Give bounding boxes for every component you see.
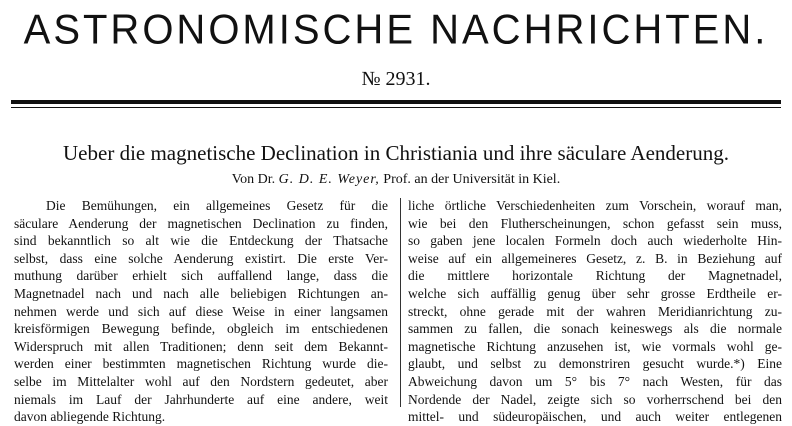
author-name: G. D. E. Weyer, xyxy=(278,172,380,187)
text-line: welche sich auffällig genug über sehr grosse Erdtheile er- xyxy=(408,285,782,301)
journal-masthead: ASTRONOMISCHE NACHRICHTEN. xyxy=(23,6,769,54)
issue-number: № 2931. xyxy=(361,68,431,90)
header-rule-thick xyxy=(11,100,781,104)
text-line: muthung darüber erhielt sich auffallend lange, dass die xyxy=(14,268,388,284)
text-line: selbe im Mittelalter wohl auf den Nordstern gedeutet, aber xyxy=(14,373,388,389)
text-line: sind bekanntlich so alt wie die Entdeckung der Thatsache xyxy=(14,233,388,249)
text-line: davon abliegende Richtung. xyxy=(14,409,166,425)
text-line: liche örtliche Verschiedenheiten zum Vorschein, worauf man, xyxy=(408,198,782,213)
text-line: sammen zu fallen, die sonach keineswegs als die normale xyxy=(408,321,782,337)
text-line: weise auf ein allgemeineres Gesetz, z. B. in Beziehung auf xyxy=(408,250,782,266)
text-line: nehmen werde und sich auf diese Weise in einer langsamen xyxy=(14,303,388,319)
text-line: Die Bemühungen, ein allgemeines Gesetz für die xyxy=(46,198,388,213)
text-line: wie bei den Flutherscheinungen, schon gefasst sein muss, xyxy=(408,215,782,231)
text-line: Magnetnadel nach und nach alle beliebigen Richtungen an- xyxy=(14,285,388,301)
byline-prefix: Von Dr. xyxy=(231,172,276,187)
text-line: Widerspruch mit allen Traditionen; denn seit dem Bekannt- xyxy=(14,338,388,354)
text-line: Nordende der Nadel, zeigte sich so vorherrschend bei den xyxy=(408,391,782,407)
text-line: kreisförmigen Bewegung befinde, obgleich im entschiedenen xyxy=(14,321,388,337)
text-line: glaubt, und selbst zu demonstriren gesucht wurde.*) Eine xyxy=(408,356,782,372)
text-line: werden einer bestimmten magnetischen Richtung wurde die- xyxy=(14,356,388,372)
text-line: säculare Aenderung der magnetischen Declination zu finden, xyxy=(14,215,388,231)
column-divider xyxy=(400,198,401,407)
text-line: Abweichung davon um 5° bis 7° nach Westen, für das xyxy=(408,373,782,389)
column-right xyxy=(408,197,782,426)
article-byline xyxy=(0,170,792,190)
column-left xyxy=(14,197,388,426)
text-line: die mittlere horizontale Richtung der Magnetnadel, xyxy=(408,268,782,284)
text-line: streckt, ohne gerade mit der wahren Meridianrichtung zu- xyxy=(408,303,782,319)
text-line: mittel- und südeuropäischen, und auch weiter entlegenen xyxy=(408,409,782,425)
text-line: so gaben jene localen Formeln doch auch wiederholte Hin- xyxy=(408,233,782,249)
text-line: selbst, dass eine solche Aenderung existirt. Die erste Ver- xyxy=(14,250,388,266)
article-title: Ueber die magnetische Declination in Christiania und ihre säculare Aenderung. xyxy=(63,141,729,165)
byline-affiliation: Prof. an der Universität in Kiel. xyxy=(383,172,561,187)
header-rule-thin xyxy=(11,107,781,108)
text-line: magnetische Richtung anzusehen ist, wie vormals wohl ge- xyxy=(408,338,782,354)
text-line: niemals im Lauf der Jahrhunderte auf eine andere, weit xyxy=(14,391,388,407)
